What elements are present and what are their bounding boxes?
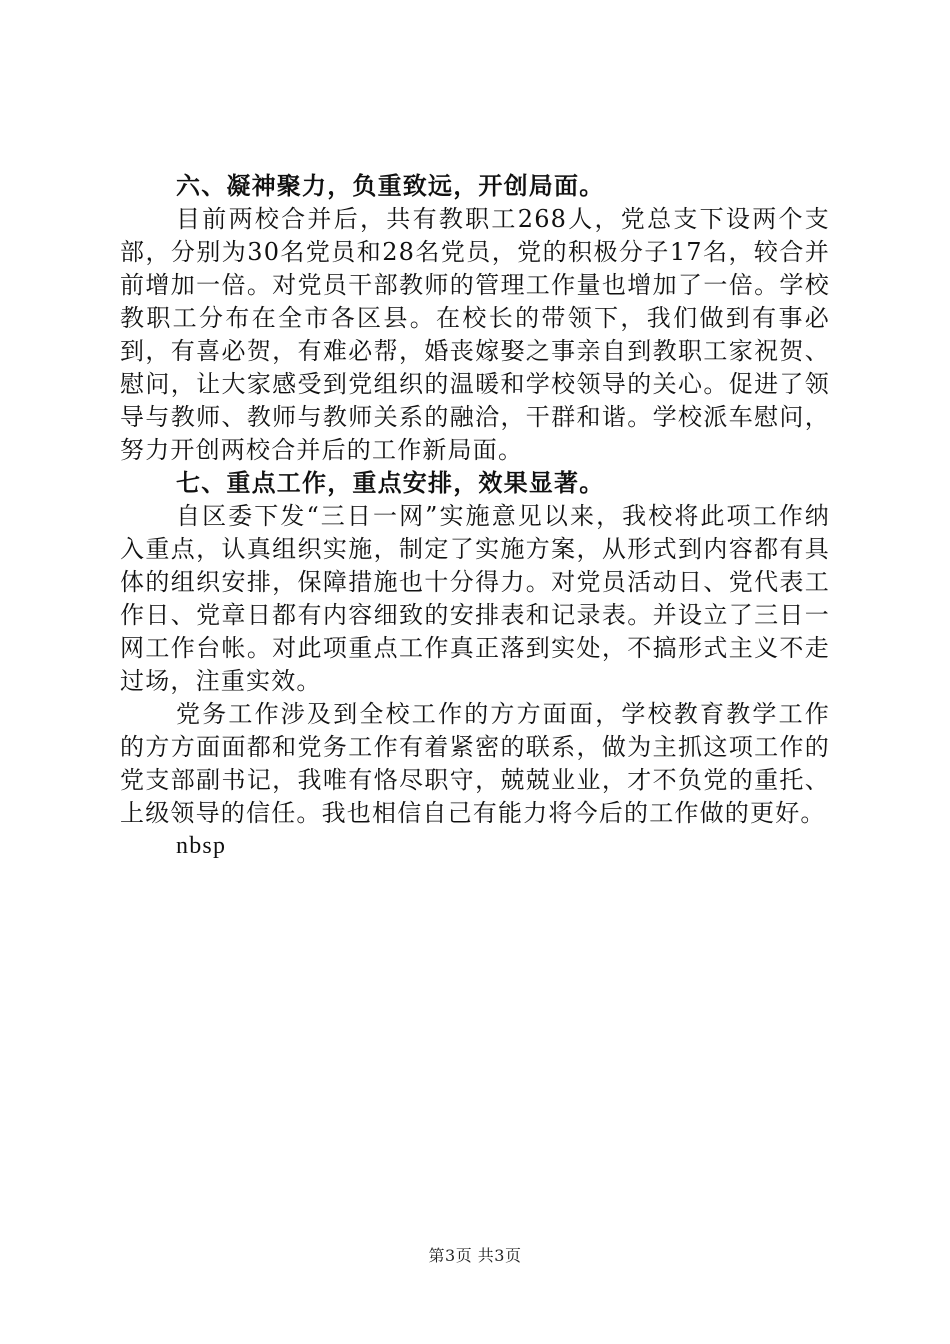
- trailing-text: nbsp: [176, 833, 227, 859]
- section-heading-6: 六、凝神聚力，负重致远，开创局面。: [176, 172, 605, 200]
- section-7-paragraph-2: 党务工作涉及到全校工作的方方面面，学校教育教学工作的方方面面都和党务工作有着紧密的联系，做为主抓这项工作的党支部副书记，我唯有恪尽职守，兢兢业业，才不负党的重托、上级领导的信任。我也相信自己有能力将今后的工作做的更好。: [120, 700, 830, 827]
- section-6-paragraph: 目前两校合并后，共有教职工268人，党总支下设两个支部，分别为30名党员和28名党员，党的积极分子17名，较合并前增加一倍。对党员干部教师的管理工作量也增加了一倍。学校教职工分布在全市各区县。在校长的带领下，我们做到有事必到，有喜必贺，有难必帮，婚丧嫁娶之事亲自到教职工家祝贺、慰问，让大家感受到党组织的温暖和学校领导的关心。促进了领导与教师、教师与教师关系的融洽，干群和谐。学校派车慰问，努力开创两校合并后的工作新局面。: [120, 205, 830, 464]
- page-footer: 第3页 共3页: [428, 1246, 522, 1265]
- section-heading-7: 七、重点工作，重点安排，效果显著。: [176, 469, 605, 497]
- section-7-paragraph-1: 自区委下发“三日一网”实施意见以来，我校将此项工作纳入重点，认真组织实施，制定了实施方案，从形式到内容都有具体的组织安排，保障措施也十分得力。对党员活动日、党代表工作日、党章日都有内容细致的安排表和记录表。并设立了三日一网工作台帐。对此项重点工作真正落到实处，不搞形式主义不走过场，注重实效。: [120, 502, 830, 695]
- document-body: [120, 170, 830, 863]
